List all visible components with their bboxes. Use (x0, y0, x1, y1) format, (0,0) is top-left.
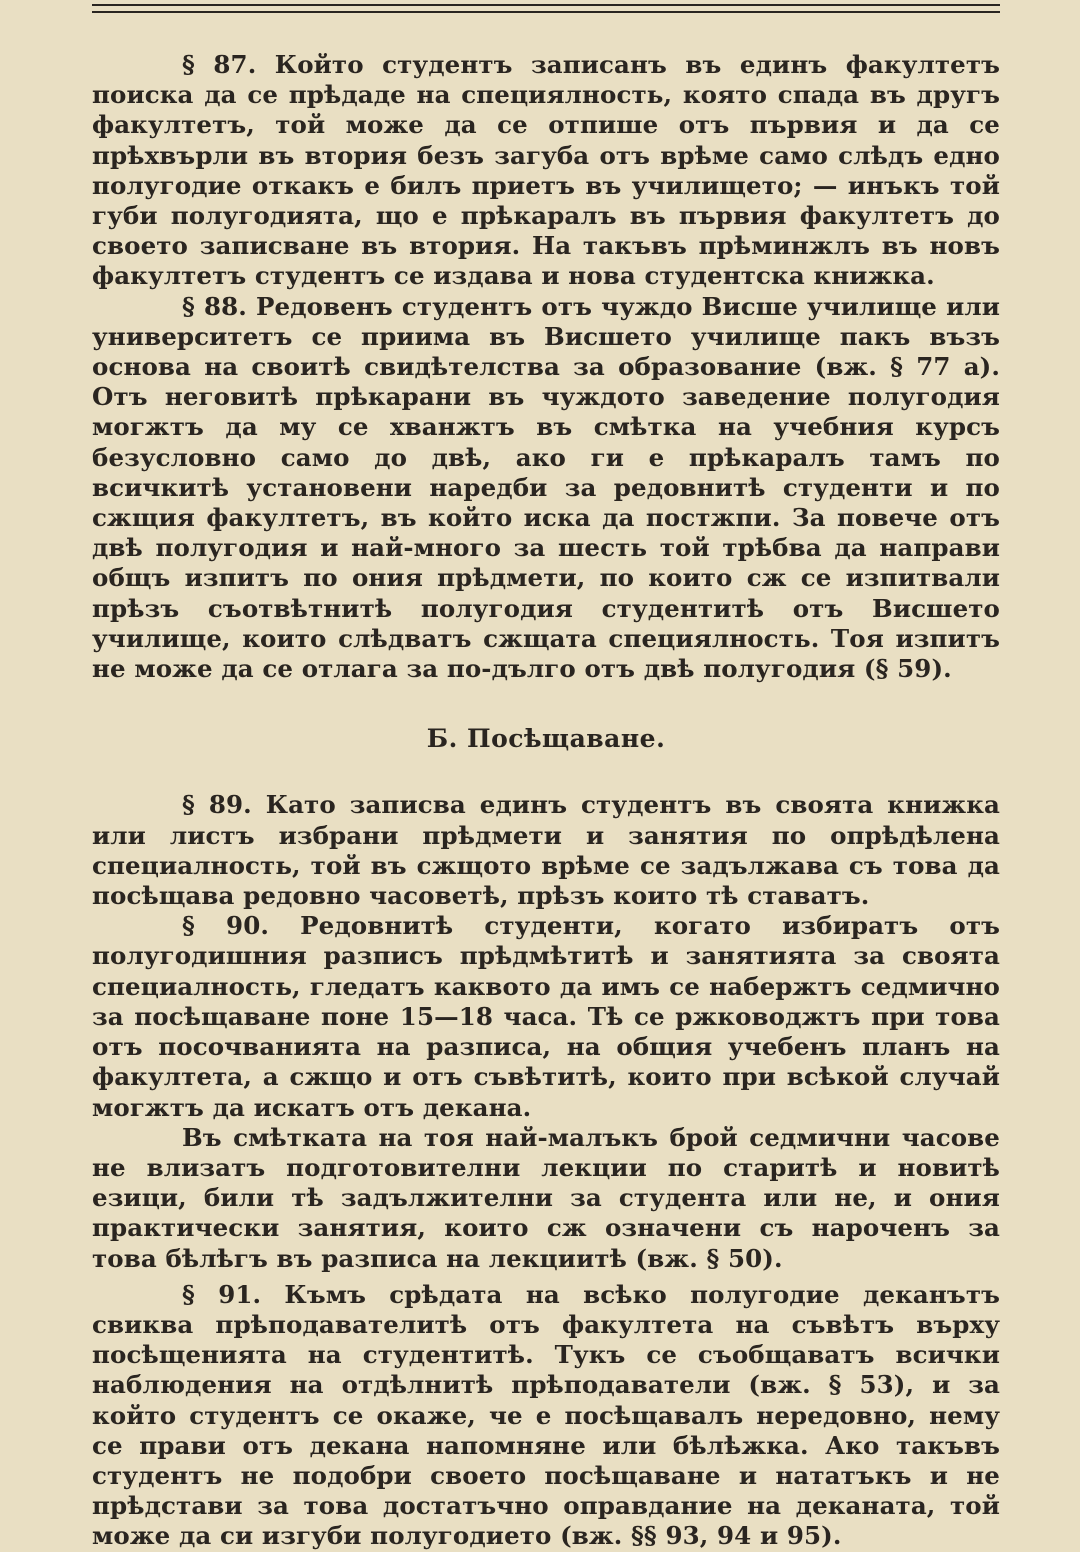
paragraph-91: § 91. Къмъ срѣдата на всѣко полугодие деканътъ свиква прѣподавателитѣ отъ факултета на съвѣтъ върху посѣщенията на студентитѣ. Тукъ се съобщаватъ всички наблюдения на отдѣлнитѣ прѣподаватели (вж. § 53), и за който студентъ се окаже, че е посѣщавалъ нередовно, нему се прави отъ декана напомняне или бѣлѣжка. Ако такъвъ студентъ не подобри своето посѣщаване и нататъкъ и не прѣдстави за това достатъчно оправдание на деканата, той може да си изгуби полугодието (вж. §§ 93, 94 и 95). (92, 1279, 1000, 1551)
paragraph-89: § 89. Като записва единъ студентъ въ своята книжка или листъ избрани прѣдмети и занятия по опрѣдѣлена специалность, той въ сжщото врѣме се задължава съ това да посѣщава редовно часоветѣ, прѣзъ които тѣ ставатъ. (92, 790, 1000, 911)
paragraph-90: § 90. Редовнитѣ студенти, когато избиратъ отъ полугодишния разписъ прѣдмѣтитѣ и занятията за своята специалность, гледатъ каквото да имъ се набержтъ седмично за посѣщаване поне 15—18 часа. Тѣ се ржководжтъ при това отъ посочванията на разписа, на общия учебенъ планъ на факултета, а сжщо и отъ съвѣтитѣ, които при всѣкой случай могжтъ да искатъ отъ декана. (92, 911, 1000, 1122)
paragraph-90-cont: Въ смѣтката на тоя най-малъкъ брой седмични часове не влизатъ подготовителни лекции по старитѣ и новитѣ езици, били тѣ задължителни за студента или не, и ония практически занятия, които сж означени съ нароченъ за това бѣлѣгъ въ разписа на лекциитѣ (вж. § 50). (92, 1122, 1000, 1273)
top-rule-inner (92, 11, 1000, 13)
top-rule (92, 4, 1000, 6)
body-text (92, 50, 1000, 1552)
paragraph-87: § 87. Който студентъ записанъ въ единъ факултетъ поиска да се прѣдаде на специялность, която спада въ другъ факултетъ, той може да се отпише отъ първия и да се прѣхвърли въ втория безъ загуба отъ врѣме само слѣдъ едно полугодие откакъ е билъ приетъ въ училището; — инъкъ той губи полугодията, що е прѣкаралъ въ първия факултетъ до своето записване въ втория. На такъвъ прѣминжлъ въ новъ факултетъ студентъ се издава и нова студентска книжка. (92, 50, 1000, 291)
section-heading: Б. Посѣщаване. (426, 724, 666, 754)
paragraph-88: § 88. Редовенъ студентъ отъ чуждо Висше училище или университетъ се приима въ Висшето училище пакъ възъ основа на своитѣ свидѣтелства за образование (вж. § 77 а). Отъ неговитѣ прѣкарани въ чуждото заведение полугодия могжтъ да му се хванжтъ въ смѣтка на учебния курсъ безусловно само до двѣ, ако ги е прѣкаралъ тамъ по всичкитѣ установени наредби за редовнитѣ студенти и по сжщия факултетъ, въ който иска да постжпи. За повече отъ двѣ полугодия и най-много за шесть той трѣбва да направи общъ изпитъ по ония прѣдмети, по които сж се изпитвали прѣзъ съотвѣтнитѣ полугодия студентитѣ отъ Висшето училище, които слѣдватъ сжщата специялность. Тоя изпитъ не може да се отлага за по-дълго отъ двѣ полугодия (§ 59). (92, 291, 1000, 684)
